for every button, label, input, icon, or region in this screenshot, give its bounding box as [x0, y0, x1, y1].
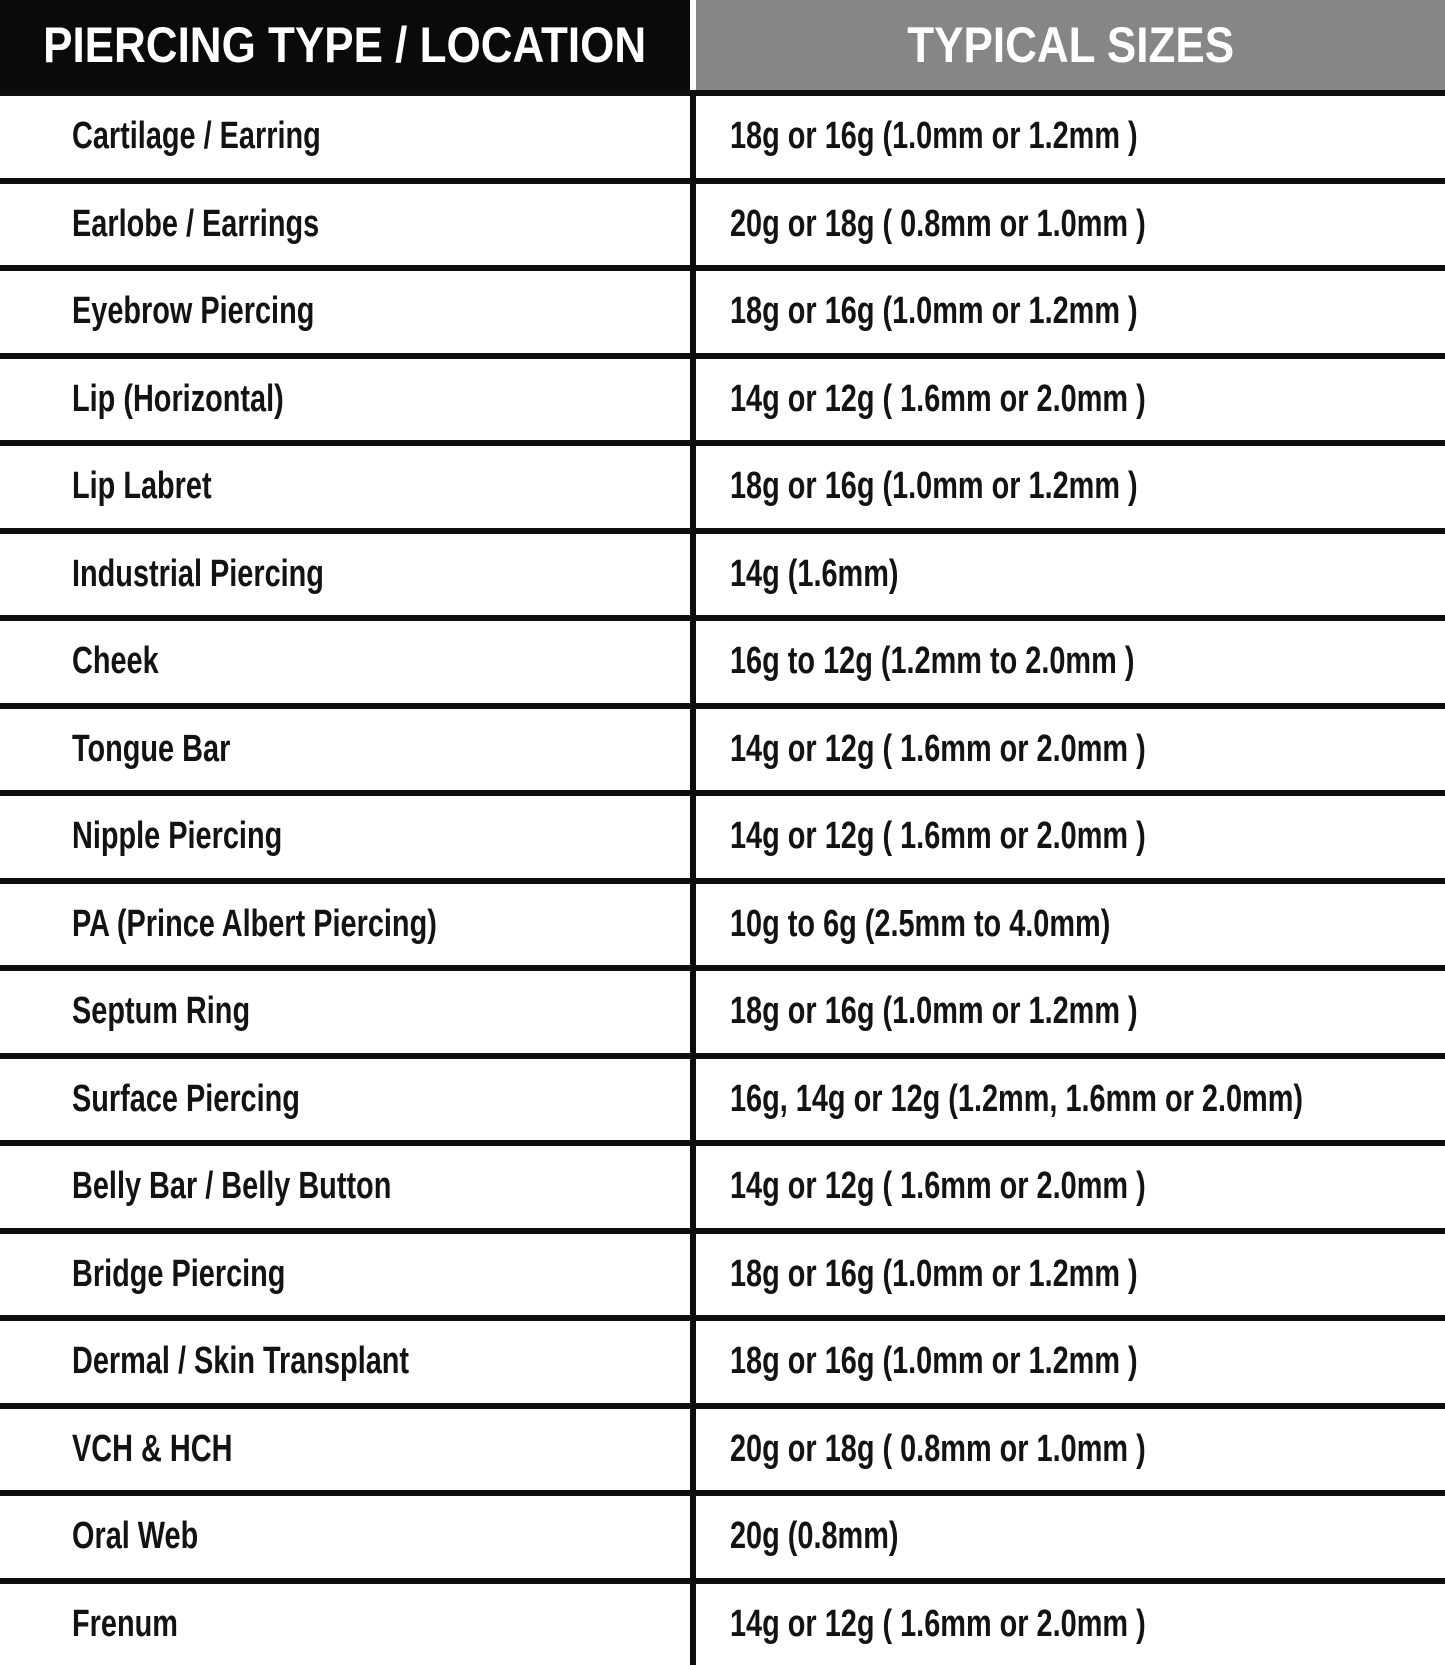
typical-sizes-cell — [696, 1496, 1445, 1578]
piercing-type-cell — [0, 359, 690, 441]
piercing-type-label: Lip (Horizontal) — [72, 377, 284, 420]
typical-sizes-value: 14g or 12g ( 1.6mm or 2.0mm ) — [730, 1602, 1146, 1645]
typical-sizes-value: 16g to 12g (1.2mm to 2.0mm ) — [730, 640, 1135, 683]
table-row — [0, 265, 1445, 353]
table-row — [0, 1490, 1445, 1578]
piercing-type-cell — [0, 96, 690, 178]
piercing-type-label: Frenum — [72, 1602, 178, 1645]
table-row — [0, 528, 1445, 616]
typical-sizes-value: 10g to 6g (2.5mm to 4.0mm) — [730, 902, 1111, 945]
piercing-type-cell — [0, 1321, 690, 1403]
typical-sizes-value: 18g or 16g (1.0mm or 1.2mm ) — [730, 115, 1138, 158]
header-label-typical-sizes: TYPICAL SIZES — [907, 17, 1234, 73]
table-row — [0, 965, 1445, 1053]
piercing-type-cell — [0, 621, 690, 703]
typical-sizes-value: 14g or 12g ( 1.6mm or 2.0mm ) — [730, 727, 1146, 770]
table-row — [0, 1053, 1445, 1141]
typical-sizes-cell — [696, 359, 1445, 441]
table-row — [0, 1140, 1445, 1228]
piercing-type-label: PA (Prince Albert Piercing) — [72, 902, 437, 945]
typical-sizes-value: 18g or 16g (1.0mm or 1.2mm ) — [730, 465, 1138, 508]
piercing-type-cell — [0, 271, 690, 353]
table-row — [0, 1228, 1445, 1316]
piercing-type-cell — [0, 1409, 690, 1491]
header-label-piercing-type: PIERCING TYPE / LOCATION — [43, 17, 647, 73]
header-cell-typical-sizes — [696, 0, 1445, 90]
typical-sizes-cell — [696, 971, 1445, 1053]
piercing-type-label: Earlobe / Earrings — [72, 202, 320, 245]
table-row — [0, 1578, 1445, 1665]
typical-sizes-value: 14g or 12g ( 1.6mm or 2.0mm ) — [730, 1165, 1146, 1208]
typical-sizes-cell — [696, 884, 1445, 966]
piercing-type-label: Tongue Bar — [72, 727, 231, 770]
typical-sizes-cell — [696, 709, 1445, 791]
typical-sizes-cell — [696, 796, 1445, 878]
typical-sizes-cell — [696, 1234, 1445, 1316]
typical-sizes-value: 20g or 18g ( 0.8mm or 1.0mm ) — [730, 202, 1146, 245]
typical-sizes-value: 16g, 14g or 12g (1.2mm, 1.6mm or 2.0mm) — [730, 1077, 1304, 1120]
piercing-type-cell — [0, 446, 690, 528]
table-row — [0, 353, 1445, 441]
piercing-type-label: Oral Web — [72, 1515, 199, 1558]
piercing-type-cell — [0, 971, 690, 1053]
typical-sizes-cell — [696, 621, 1445, 703]
table-header-row — [0, 0, 1445, 90]
typical-sizes-cell — [696, 1409, 1445, 1491]
typical-sizes-value: 18g or 16g (1.0mm or 1.2mm ) — [730, 1340, 1138, 1383]
piercing-type-cell — [0, 1496, 690, 1578]
piercing-type-cell — [0, 184, 690, 266]
table-row — [0, 878, 1445, 966]
typical-sizes-value: 18g or 16g (1.0mm or 1.2mm ) — [730, 990, 1138, 1033]
piercing-type-label: Septum Ring — [72, 990, 251, 1033]
table-row — [0, 1315, 1445, 1403]
piercing-type-cell — [0, 1234, 690, 1316]
piercing-type-label: Bridge Piercing — [72, 1252, 286, 1295]
piercing-type-cell — [0, 534, 690, 616]
typical-sizes-value: 14g or 12g ( 1.6mm or 2.0mm ) — [730, 815, 1146, 858]
typical-sizes-value: 14g (1.6mm) — [730, 552, 899, 595]
piercing-type-label: Industrial Piercing — [72, 552, 324, 595]
typical-sizes-cell — [696, 1584, 1445, 1665]
typical-sizes-cell — [696, 271, 1445, 353]
typical-sizes-value: 18g or 16g (1.0mm or 1.2mm ) — [730, 290, 1138, 333]
table-row — [0, 703, 1445, 791]
typical-sizes-value: 14g or 12g ( 1.6mm or 2.0mm ) — [730, 377, 1146, 420]
piercing-type-cell — [0, 1059, 690, 1141]
typical-sizes-cell — [696, 1059, 1445, 1141]
piercing-type-label: Surface Piercing — [72, 1077, 300, 1120]
typical-sizes-cell — [696, 96, 1445, 178]
typical-sizes-value: 20g (0.8mm) — [730, 1515, 899, 1558]
table-row — [0, 90, 1445, 178]
typical-sizes-cell — [696, 1146, 1445, 1228]
table-row — [0, 178, 1445, 266]
piercing-type-cell — [0, 709, 690, 791]
piercing-type-label: Lip Labret — [72, 465, 212, 508]
table-row — [0, 615, 1445, 703]
table-row — [0, 790, 1445, 878]
typical-sizes-value: 18g or 16g (1.0mm or 1.2mm ) — [730, 1252, 1138, 1295]
header-cell-piercing-type — [0, 0, 690, 90]
typical-sizes-cell — [696, 534, 1445, 616]
typical-sizes-cell — [696, 446, 1445, 528]
typical-sizes-value: 20g or 18g ( 0.8mm or 1.0mm ) — [730, 1427, 1146, 1470]
piercing-type-label: Cheek — [72, 640, 159, 683]
piercing-type-label: Belly Bar / Belly Button — [72, 1165, 392, 1208]
piercing-type-cell — [0, 1146, 690, 1228]
piercing-type-cell — [0, 796, 690, 878]
table-row — [0, 1403, 1445, 1491]
table-row — [0, 440, 1445, 528]
typical-sizes-cell — [696, 1321, 1445, 1403]
piercing-type-label: VCH & HCH — [72, 1427, 233, 1470]
piercing-type-label: Dermal / Skin Transplant — [72, 1340, 410, 1383]
piercing-type-label: Eyebrow Piercing — [72, 290, 315, 333]
piercing-type-cell — [0, 884, 690, 966]
typical-sizes-cell — [696, 184, 1445, 266]
piercing-type-label: Cartilage / Earring — [72, 115, 321, 158]
piercing-type-label: Nipple Piercing — [72, 815, 283, 858]
piercing-type-cell — [0, 1584, 690, 1665]
